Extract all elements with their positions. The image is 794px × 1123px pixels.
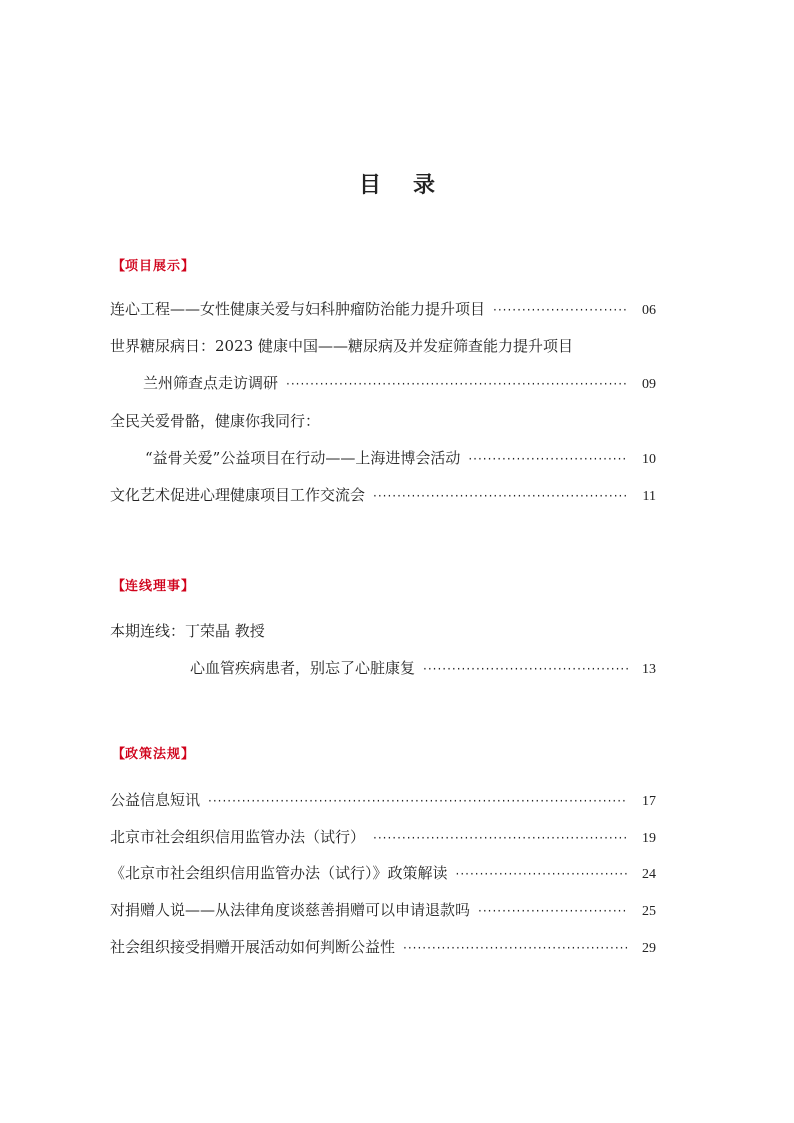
- entry-title: 连心工程——女性健康关爱与妇科肿瘤防治能力提升项目: [110, 300, 486, 318]
- page-title: [0, 168, 794, 199]
- toc-entry[interactable]: [110, 863, 656, 885]
- leader-dots: [373, 828, 628, 848]
- entry-title-line1: 世界糖尿病日：2023 健康中国——糖尿病及并发症筛查能力提升项目: [110, 337, 573, 355]
- page-number: 11: [642, 489, 656, 504]
- section-label: 项目展示: [125, 259, 182, 274]
- entry-title: 公益信息短讯: [110, 791, 201, 809]
- entry-title: “益骨关爱”公益项目在行动——上海进博会活动: [145, 449, 461, 467]
- page-number: 24: [642, 867, 656, 882]
- entry-title-line1: 全民关爱骨骼，健康你我同行：: [110, 412, 321, 430]
- toc-entry[interactable]: [110, 299, 656, 321]
- leader-dots: [478, 901, 628, 921]
- leader-dots: [286, 374, 628, 394]
- leader-dots: [373, 486, 628, 506]
- leader-dots: [468, 449, 628, 469]
- page-number: 06: [642, 303, 656, 318]
- section-header-board: 【连线理事】: [112, 579, 195, 594]
- leader-dots: [403, 938, 628, 958]
- toc-entry[interactable]: [143, 373, 656, 395]
- entry-title: 《北京市社会组织信用监管办法（试行）》政策解读: [110, 864, 448, 882]
- section-label: 连线理事: [125, 579, 182, 594]
- toc-entry[interactable]: [110, 900, 656, 922]
- title-char-1: 目: [358, 173, 381, 198]
- section-header-policy: 【政策法规】: [112, 747, 195, 762]
- page-number: 25: [642, 904, 656, 919]
- title-char-2: 录: [413, 173, 436, 198]
- toc-entry[interactable]: [110, 790, 656, 812]
- entry-title: 心血管疾病患者，别忘了心脏康复: [190, 659, 416, 677]
- section-label: 政策法规: [125, 747, 182, 762]
- toc-entry[interactable]: [110, 937, 656, 959]
- page-number: 09: [642, 377, 656, 392]
- entry-title: 北京市社会组织信用监管办法（试行）: [110, 828, 366, 846]
- page-number: 10: [642, 452, 656, 467]
- leader-dots: [493, 300, 628, 320]
- toc-entry[interactable]: [145, 448, 656, 470]
- leader-dots: [208, 791, 628, 811]
- entry-title-line1: 本期连线：丁荣晶 教授: [110, 622, 265, 640]
- leader-dots: [456, 864, 628, 884]
- entry-title: 社会组织接受捐赠开展活动如何判断公益性: [110, 938, 396, 956]
- entry-title: 兰州筛查点走访调研: [143, 374, 279, 392]
- section-header-projects: 【项目展示】: [112, 259, 195, 274]
- toc-entry[interactable]: [110, 485, 656, 507]
- page-number: 17: [642, 794, 656, 809]
- leader-dots: [423, 659, 628, 679]
- page-number: 29: [642, 941, 656, 956]
- entry-title: 文化艺术促进心理健康项目工作交流会: [110, 486, 366, 504]
- page-number: 13: [642, 662, 656, 677]
- entry-title: 对捐赠人说——从法律角度谈慈善捐赠可以申请退款吗: [110, 901, 471, 919]
- page-number: 19: [642, 831, 656, 846]
- toc-entry[interactable]: [110, 827, 656, 849]
- toc-entry[interactable]: [190, 658, 656, 680]
